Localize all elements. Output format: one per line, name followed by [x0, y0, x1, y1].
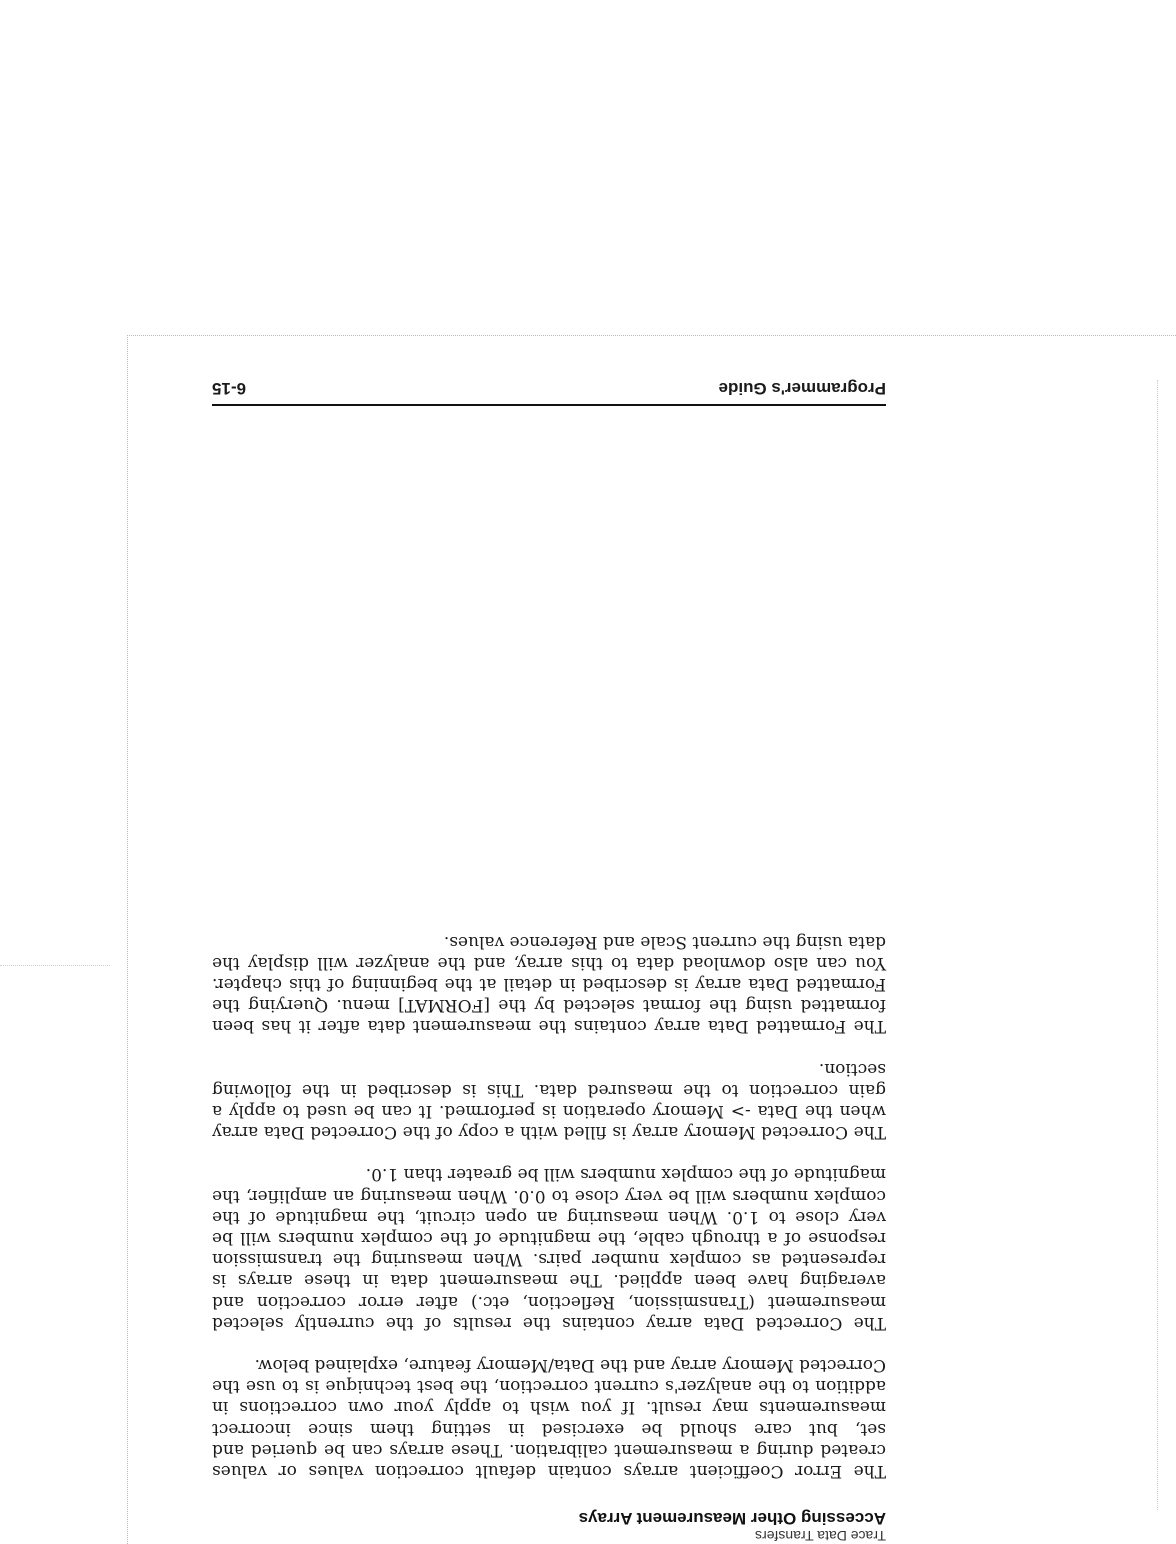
scan-edge-left [127, 335, 128, 1544]
paragraph-corrected-data: The Corrected Data array contains the results of the currently selected measurement (Transmission, Reflection, etc.) after error correction and averaging have been applied. The measurement data in these arrays is represented as complex number pairs. When measuring the transmission response of a through cable, the magnitude of the complex numbers will be very close to 1.0. When measuring an open circuit, the magnitude of the complex numbers will be very close to 0.0. When measuring an amplifier, the magnitude of the complex numbers will be greater than 1.0. [212, 1164, 886, 1333]
paragraph-formatted-data: The Formatted Data array contains the measurement data after it has been formatted using the format selected by the [FORMAT] menu. Querying the Formatted Data array is described in detail at the beginning of this chapter. You can also download data to this array, and the analyzer will display the data using the current Scale and Reference values. [212, 931, 886, 1037]
scan-edge-right [1157, 380, 1158, 1510]
body-text [212, 909, 886, 1481]
guide-title: Programmer's Guide [718, 379, 886, 398]
paragraph-error-coefficient: The Error Coefficient arrays contain default correction values or values created during a measurement calibration. These arrays can be queried and set, but care should be exercised in setting them since incorrect measurements may result. If you wish to apply your own corrections in addition to the analyzer's current correction, the best technique is to use the Corrected Memory array and the Data/Memory feature, explained below. [212, 1354, 886, 1481]
section-label: Trace Data Transfers [755, 1528, 886, 1544]
document-page [212, 372, 886, 1544]
page-footer [212, 372, 886, 406]
scan-edge-top [127, 335, 1176, 336]
scan-mark [0, 965, 110, 966]
section-title: Accessing Other Measurement Arrays [578, 1509, 886, 1528]
paragraph-corrected-memory: The Corrected Memory array is filled with a copy of the Corrected Data array when the Data -> Memory operation is performed. It can be used to apply a gain correction to the measured data. This is described in the following section. [212, 1058, 886, 1143]
page-number: 6-15 [212, 379, 247, 398]
running-header [212, 1504, 886, 1544]
